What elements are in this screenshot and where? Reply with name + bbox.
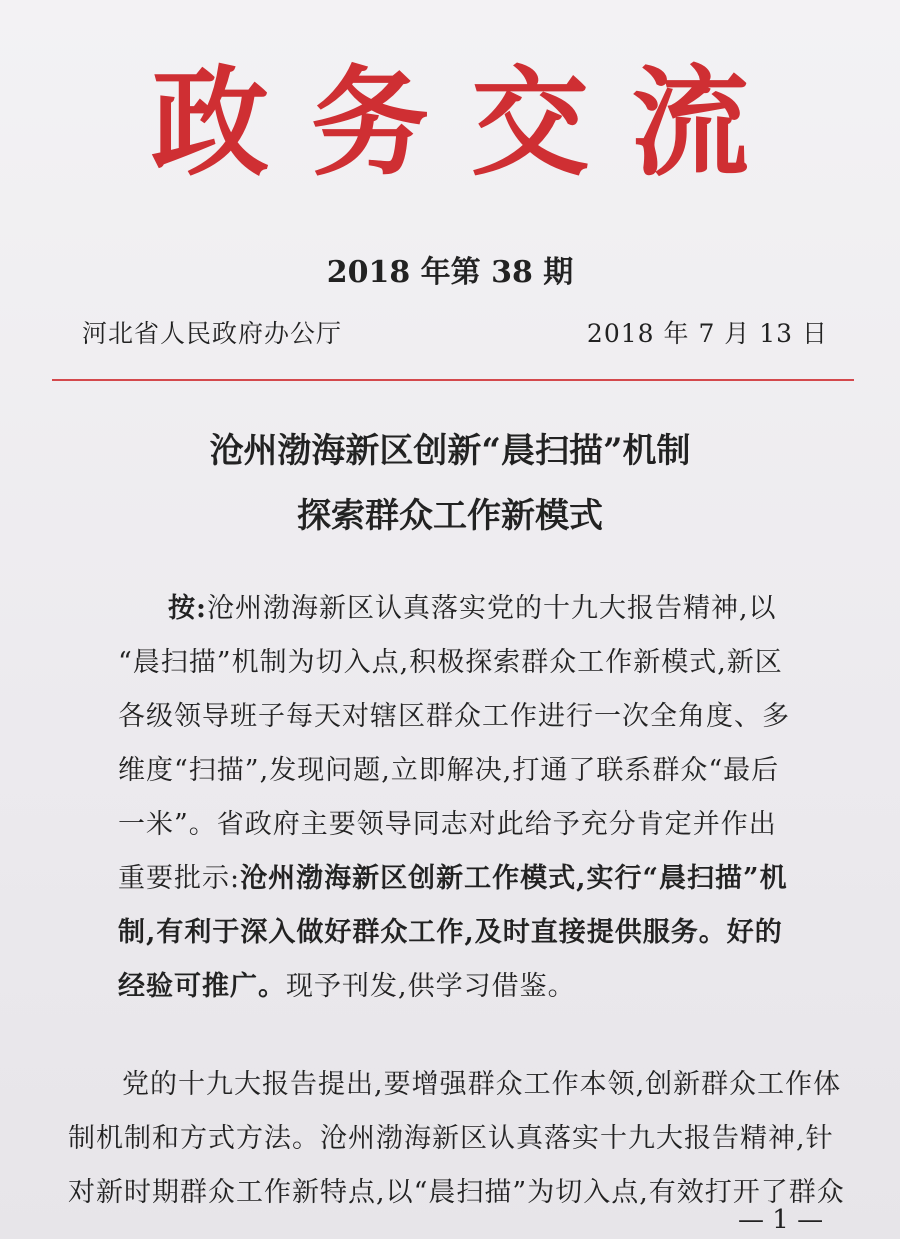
issue-number: 2018 年第 38 期	[326, 255, 574, 290]
body-line: 党的十九大报告提出,要增强群众工作本领,创新群众工作体	[122, 1069, 842, 1100]
masthead-title: 政务交流	[150, 53, 791, 192]
publication-date: 2018 年 7 月 13 日	[586, 319, 828, 348]
note-label: 按:	[168, 593, 207, 624]
article-title-line-2: 探索群众工作新模式	[297, 496, 603, 536]
body-line: 制机制和方式方法。沧州渤海新区认真落实十九大报告精神,针	[68, 1123, 834, 1154]
note-line: “晨扫描”机制为切入点,积极探索群众工作新模式,新区	[118, 647, 783, 678]
article-body	[68, 1058, 858, 1220]
instruction-quote: 经验可推广。	[118, 971, 286, 1002]
page-number: — 1 —	[738, 1205, 824, 1235]
body-line: 对新时期群众工作新特点,以“晨扫描”为切入点,有效打开了群众	[68, 1177, 845, 1208]
note-line: 重要批示:沧州渤海新区创新工作模式,实行“晨扫描”机	[118, 863, 788, 894]
note-line: 经验可推广。现予刊发,供学习借鉴。	[118, 971, 576, 1002]
instruction-quote: 沧州渤海新区创新工作模式,实行“晨扫描”机	[240, 863, 788, 894]
note-line: 维度“扫描”,发现问题,立即解决,打通了联系群众“最后	[118, 755, 780, 786]
editor-note	[118, 582, 808, 1014]
note-line: 一米”。省政府主要领导同志对此给予充分肯定并作出	[118, 809, 777, 840]
article-title-line-1: 沧州渤海新区创新“晨扫描”机制	[209, 431, 691, 471]
red-divider-line	[52, 379, 854, 381]
note-line: 按:沧州渤海新区认真落实党的十九大报告精神,以	[168, 593, 777, 624]
issuing-office: 河北省人民政府办公厅	[82, 319, 343, 348]
note-line: 各级领导班子每天对辖区群众工作进行一次全角度、多	[118, 701, 790, 732]
instruction-quote: 制,有利于深入做好群众工作,及时直接提供服务。好的	[118, 917, 783, 948]
